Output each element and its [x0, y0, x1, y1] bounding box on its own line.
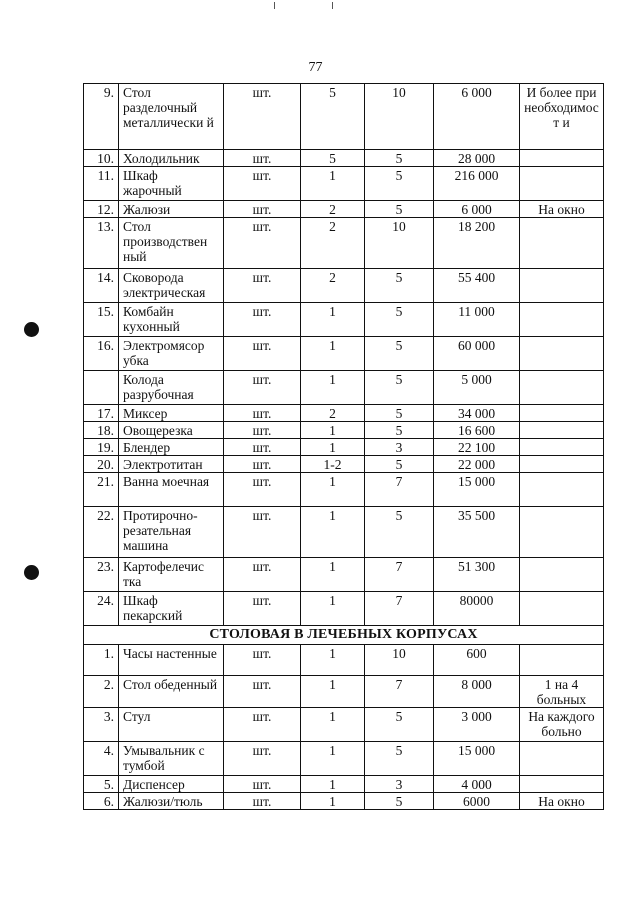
quantity-cell: 1	[301, 592, 365, 626]
item-name-cell: Электротитан	[119, 456, 224, 473]
item-name-cell: Стол разделочный металлически й	[119, 84, 224, 150]
scan-mark	[332, 2, 333, 9]
row-number-cell	[84, 371, 119, 405]
service-life-cell: 5	[365, 167, 434, 201]
quantity-cell: 1	[301, 439, 365, 456]
note-cell	[520, 473, 604, 507]
unit-cell: шт.	[224, 439, 301, 456]
row-number-cell: 6.	[84, 793, 119, 810]
price-cell: 5 000	[434, 371, 520, 405]
quantity-cell: 1	[301, 645, 365, 676]
unit-cell: шт.	[224, 676, 301, 708]
price-cell: 15 000	[434, 742, 520, 776]
item-name-cell: Протирочно-резательная машина	[119, 507, 224, 558]
unit-cell: шт.	[224, 708, 301, 742]
table-row	[84, 405, 604, 422]
note-cell	[520, 337, 604, 371]
row-number-cell: 11.	[84, 167, 119, 201]
item-name-cell: Сковорода электрическая	[119, 269, 224, 303]
row-number-cell: 21.	[84, 473, 119, 507]
table-row	[84, 507, 604, 558]
quantity-cell: 1	[301, 167, 365, 201]
service-life-cell: 5	[365, 708, 434, 742]
note-cell	[520, 776, 604, 793]
price-cell: 51 300	[434, 558, 520, 592]
table-row	[84, 456, 604, 473]
table-row	[84, 303, 604, 337]
row-number-cell: 2.	[84, 676, 119, 708]
price-cell: 60 000	[434, 337, 520, 371]
unit-cell: шт.	[224, 742, 301, 776]
row-number-cell: 22.	[84, 507, 119, 558]
unit-cell: шт.	[224, 422, 301, 439]
service-life-cell: 7	[365, 592, 434, 626]
table-row	[84, 473, 604, 507]
item-name-cell: Стол обеденный	[119, 676, 224, 708]
note-cell	[520, 269, 604, 303]
price-cell: 15 000	[434, 473, 520, 507]
service-life-cell: 7	[365, 558, 434, 592]
service-life-cell: 5	[365, 507, 434, 558]
table-body-kitchen	[84, 84, 604, 626]
price-cell: 18 200	[434, 218, 520, 269]
price-cell: 11 000	[434, 303, 520, 337]
punch-hole	[24, 322, 39, 337]
note-cell	[520, 405, 604, 422]
unit-cell: шт.	[224, 218, 301, 269]
row-number-cell: 13.	[84, 218, 119, 269]
quantity-cell: 1	[301, 793, 365, 810]
item-name-cell: Диспенсер	[119, 776, 224, 793]
unit-cell: шт.	[224, 507, 301, 558]
price-cell: 16 600	[434, 422, 520, 439]
note-cell	[520, 150, 604, 167]
service-life-cell: 10	[365, 645, 434, 676]
quantity-cell: 1	[301, 337, 365, 371]
table-row	[84, 645, 604, 676]
table-row	[84, 592, 604, 626]
quantity-cell: 1-2	[301, 456, 365, 473]
row-number-cell: 24.	[84, 592, 119, 626]
note-cell: На каждого больно	[520, 708, 604, 742]
price-cell: 216 000	[434, 167, 520, 201]
item-name-cell: Картофелечис тка	[119, 558, 224, 592]
quantity-cell: 1	[301, 676, 365, 708]
service-life-cell: 5	[365, 201, 434, 218]
table-row	[84, 218, 604, 269]
scan-mark	[274, 2, 275, 9]
price-cell: 6 000	[434, 84, 520, 150]
unit-cell: шт.	[224, 645, 301, 676]
item-name-cell: Жалюзи	[119, 201, 224, 218]
note-cell	[520, 507, 604, 558]
table-row	[84, 439, 604, 456]
note-cell	[520, 558, 604, 592]
price-cell: 55 400	[434, 269, 520, 303]
service-life-cell: 7	[365, 676, 434, 708]
quantity-cell: 1	[301, 473, 365, 507]
table-row	[84, 84, 604, 150]
note-cell	[520, 218, 604, 269]
service-life-cell: 5	[365, 150, 434, 167]
unit-cell: шт.	[224, 776, 301, 793]
item-name-cell: Электромясор убка	[119, 337, 224, 371]
note-cell: И более при необходимост и	[520, 84, 604, 150]
page-number: 77	[308, 60, 323, 75]
table-row	[84, 776, 604, 793]
row-number-cell: 5.	[84, 776, 119, 793]
table-row	[84, 558, 604, 592]
table-row	[84, 337, 604, 371]
unit-cell: шт.	[224, 150, 301, 167]
unit-cell: шт.	[224, 558, 301, 592]
table-body-dining	[84, 645, 604, 810]
item-name-cell: Ванна моечная	[119, 473, 224, 507]
service-life-cell: 5	[365, 422, 434, 439]
note-cell: На окно	[520, 793, 604, 810]
unit-cell: шт.	[224, 337, 301, 371]
row-number-cell: 14.	[84, 269, 119, 303]
table-row	[84, 167, 604, 201]
item-name-cell: Миксер	[119, 405, 224, 422]
price-cell: 22 100	[434, 439, 520, 456]
price-cell: 3 000	[434, 708, 520, 742]
row-number-cell: 15.	[84, 303, 119, 337]
price-cell: 6000	[434, 793, 520, 810]
service-life-cell: 10	[365, 218, 434, 269]
quantity-cell: 2	[301, 201, 365, 218]
price-cell: 35 500	[434, 507, 520, 558]
quantity-cell: 1	[301, 422, 365, 439]
table-row	[84, 708, 604, 742]
row-number-cell: 4.	[84, 742, 119, 776]
unit-cell: шт.	[224, 371, 301, 405]
row-number-cell: 20.	[84, 456, 119, 473]
note-cell	[520, 592, 604, 626]
row-number-cell: 19.	[84, 439, 119, 456]
service-life-cell: 5	[365, 269, 434, 303]
table-row	[84, 676, 604, 708]
price-cell: 22 000	[434, 456, 520, 473]
item-name-cell: Умывальник с тумбой	[119, 742, 224, 776]
unit-cell: шт.	[224, 167, 301, 201]
item-name-cell: Комбайн кухонный	[119, 303, 224, 337]
table-row	[84, 793, 604, 810]
row-number-cell: 18.	[84, 422, 119, 439]
row-number-cell: 16.	[84, 337, 119, 371]
item-name-cell: Колода разрубочная	[119, 371, 224, 405]
unit-cell: шт.	[224, 201, 301, 218]
unit-cell: шт.	[224, 84, 301, 150]
note-cell: 1 на 4 больных	[520, 676, 604, 708]
note-cell	[520, 742, 604, 776]
quantity-cell: 2	[301, 218, 365, 269]
note-cell	[520, 371, 604, 405]
row-number-cell: 1.	[84, 645, 119, 676]
row-number-cell: 17.	[84, 405, 119, 422]
service-life-cell: 5	[365, 793, 434, 810]
note-cell	[520, 303, 604, 337]
quantity-cell: 2	[301, 405, 365, 422]
unit-cell: шт.	[224, 405, 301, 422]
equipment-table	[83, 83, 604, 810]
service-life-cell: 3	[365, 439, 434, 456]
row-number-cell: 12.	[84, 201, 119, 218]
quantity-cell: 1	[301, 742, 365, 776]
note-cell	[520, 167, 604, 201]
punch-hole	[24, 565, 39, 580]
note-cell	[520, 456, 604, 473]
service-life-cell: 5	[365, 405, 434, 422]
row-number-cell: 9.	[84, 84, 119, 150]
item-name-cell: Стол производствен ный	[119, 218, 224, 269]
price-cell: 4 000	[434, 776, 520, 793]
item-name-cell: Жалюзи/тюль	[119, 793, 224, 810]
row-number-cell: 3.	[84, 708, 119, 742]
quantity-cell: 1	[301, 708, 365, 742]
section-title: СТОЛОВАЯ В ЛЕЧЕБНЫХ КОРПУСАХ	[84, 626, 604, 645]
unit-cell: шт.	[224, 269, 301, 303]
note-cell	[520, 645, 604, 676]
unit-cell: шт.	[224, 793, 301, 810]
service-life-cell: 5	[365, 371, 434, 405]
quantity-cell: 1	[301, 303, 365, 337]
item-name-cell: Овощерезка	[119, 422, 224, 439]
service-life-cell: 10	[365, 84, 434, 150]
unit-cell: шт.	[224, 592, 301, 626]
item-name-cell: Холодильник	[119, 150, 224, 167]
table-row	[84, 371, 604, 405]
table-row	[84, 742, 604, 776]
table-row	[84, 422, 604, 439]
price-cell: 80000	[434, 592, 520, 626]
unit-cell: шт.	[224, 303, 301, 337]
row-number-cell: 23.	[84, 558, 119, 592]
table-row	[84, 269, 604, 303]
item-name-cell: Блендер	[119, 439, 224, 456]
service-life-cell: 5	[365, 742, 434, 776]
row-number-cell: 10.	[84, 150, 119, 167]
service-life-cell: 7	[365, 473, 434, 507]
note-cell	[520, 422, 604, 439]
service-life-cell: 5	[365, 456, 434, 473]
quantity-cell: 1	[301, 371, 365, 405]
price-cell: 28 000	[434, 150, 520, 167]
item-name-cell: Шкаф пекарский	[119, 592, 224, 626]
note-cell: На окно	[520, 201, 604, 218]
table-row	[84, 201, 604, 218]
quantity-cell: 1	[301, 776, 365, 793]
quantity-cell: 1	[301, 507, 365, 558]
unit-cell: шт.	[224, 456, 301, 473]
section-row	[84, 626, 604, 645]
price-cell: 6 000	[434, 201, 520, 218]
quantity-cell: 1	[301, 558, 365, 592]
service-life-cell: 5	[365, 337, 434, 371]
item-name-cell: Стул	[119, 708, 224, 742]
service-life-cell: 5	[365, 303, 434, 337]
price-cell: 8 000	[434, 676, 520, 708]
price-cell: 600	[434, 645, 520, 676]
quantity-cell: 2	[301, 269, 365, 303]
table-row	[84, 150, 604, 167]
quantity-cell: 5	[301, 84, 365, 150]
note-cell	[520, 439, 604, 456]
item-name-cell: Шкаф жарочный	[119, 167, 224, 201]
price-cell: 34 000	[434, 405, 520, 422]
unit-cell: шт.	[224, 473, 301, 507]
quantity-cell: 5	[301, 150, 365, 167]
item-name-cell: Часы настенные	[119, 645, 224, 676]
service-life-cell: 3	[365, 776, 434, 793]
